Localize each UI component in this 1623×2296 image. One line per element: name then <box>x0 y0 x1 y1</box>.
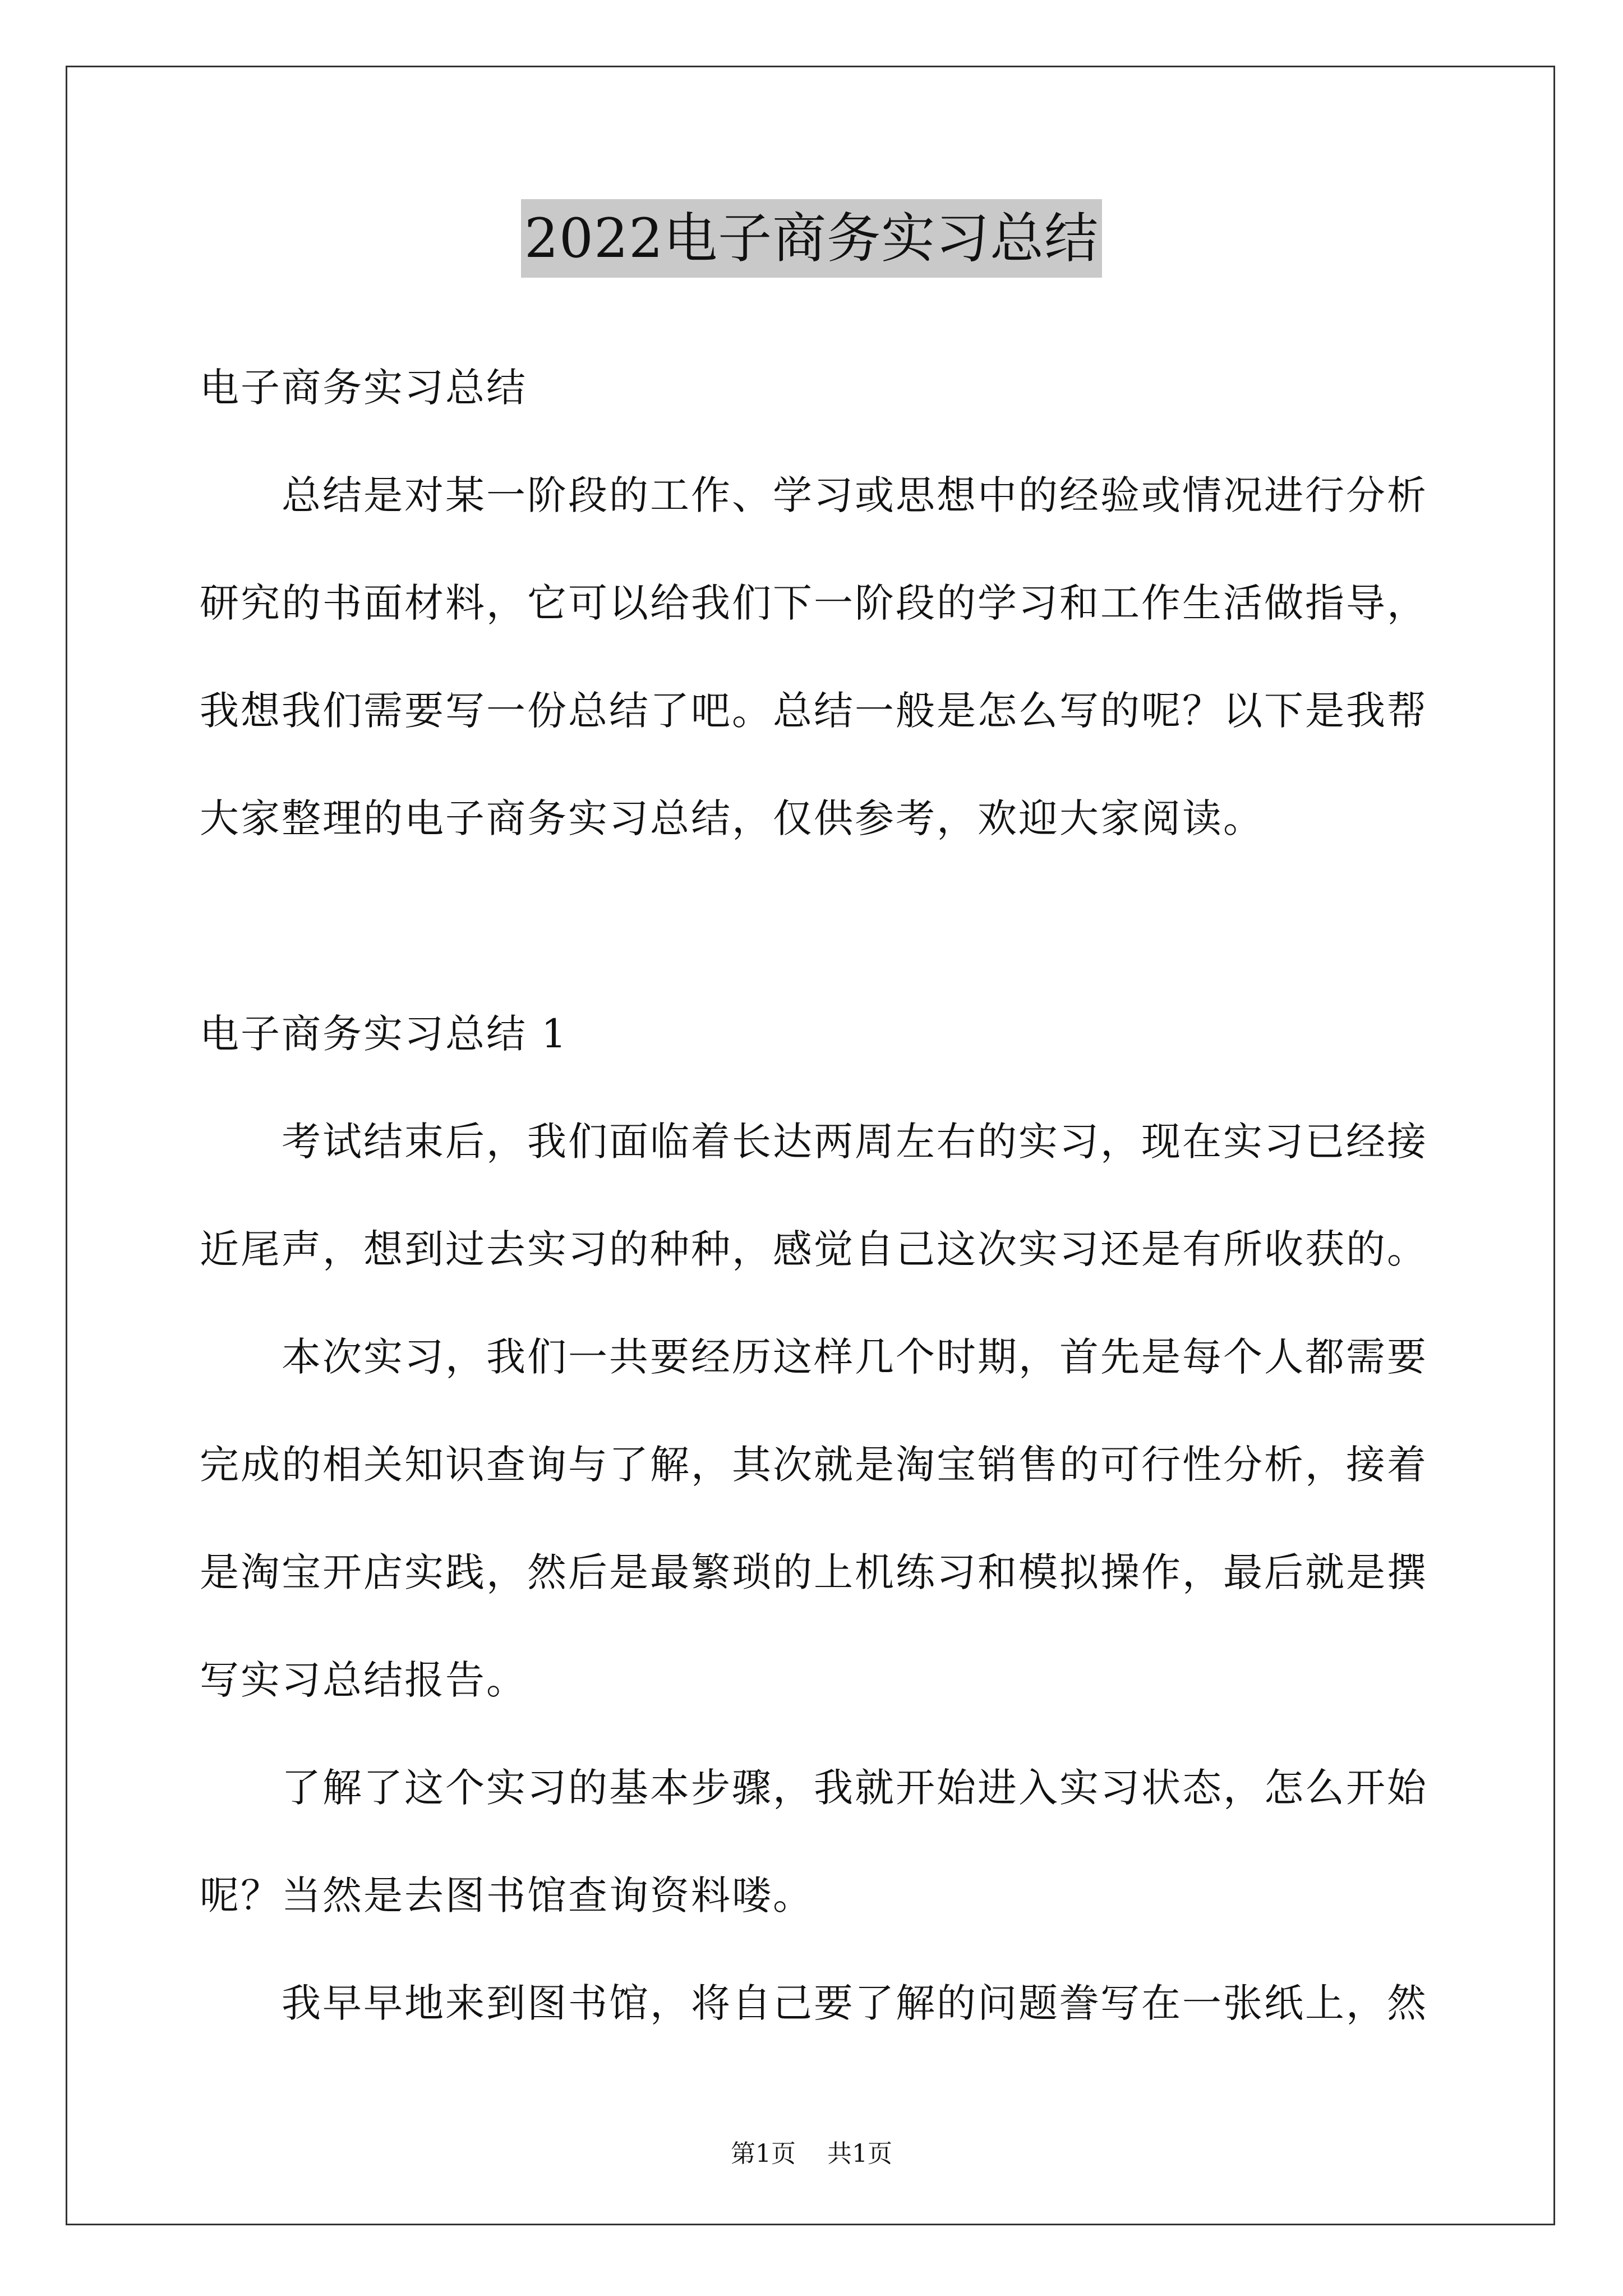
paragraph-line: 研究的书面材料，它可以给我们下一阶段的学习和工作生活做指导， <box>200 580 1428 626</box>
paragraph-line: 写实习总结报告。 <box>200 1657 527 1703</box>
section-heading: 电子商务实习总结 1 <box>200 1011 568 1057</box>
paragraph-line: 是淘宝开店实践，然后是最繁琐的上机练习和模拟操作，最后就是撰 <box>200 1549 1428 1595</box>
page-footer <box>0 2137 1623 2171</box>
paragraph-line: 了解了这个实习的基本步骤，我就开始进入实习状态，怎么开始 <box>282 1765 1428 1811</box>
document-body <box>200 334 1426 2057</box>
section-spacer <box>200 872 1426 980</box>
paragraph-line: 大家整理的电子商务实习总结，仅供参考，欢迎大家阅读。 <box>200 795 1264 841</box>
paragraph-line: 本次实习，我们一共要经历这样几个时期，首先是每个人都需要 <box>282 1334 1428 1380</box>
paragraph-line: 完成的相关知识查询与了解，其次就是淘宝销售的可行性分析，接着 <box>200 1442 1428 1488</box>
paragraph-line: 我早早地来到图书馆，将自己要了解的问题誊写在一张纸上，然 <box>282 1980 1428 2026</box>
paragraph-line: 我想我们需要写一份总结了吧。总结一般是怎么写的呢？以下是我帮 <box>200 688 1428 734</box>
paragraph-line: 呢？当然是去图书馆查询资料喽。 <box>200 1872 814 1918</box>
total-pages: 共1页 <box>827 2139 892 2168</box>
paragraph-line: 总结是对某一阶段的工作、学习或思想中的经验或情况进行分析 <box>282 472 1428 518</box>
page-number: 第1页 <box>731 2139 796 2168</box>
paragraph-line: 近尾声，想到过去实习的种种，感觉自己这次实习还是有所收获的。 <box>200 1226 1428 1272</box>
title-container <box>0 199 1623 278</box>
subtitle: 电子商务实习总结 <box>200 365 527 411</box>
paragraph-line: 考试结束后，我们面临着长达两周左右的实习，现在实习已经接 <box>282 1119 1428 1165</box>
document-title: 2022电子商务实习总结 <box>521 199 1102 278</box>
